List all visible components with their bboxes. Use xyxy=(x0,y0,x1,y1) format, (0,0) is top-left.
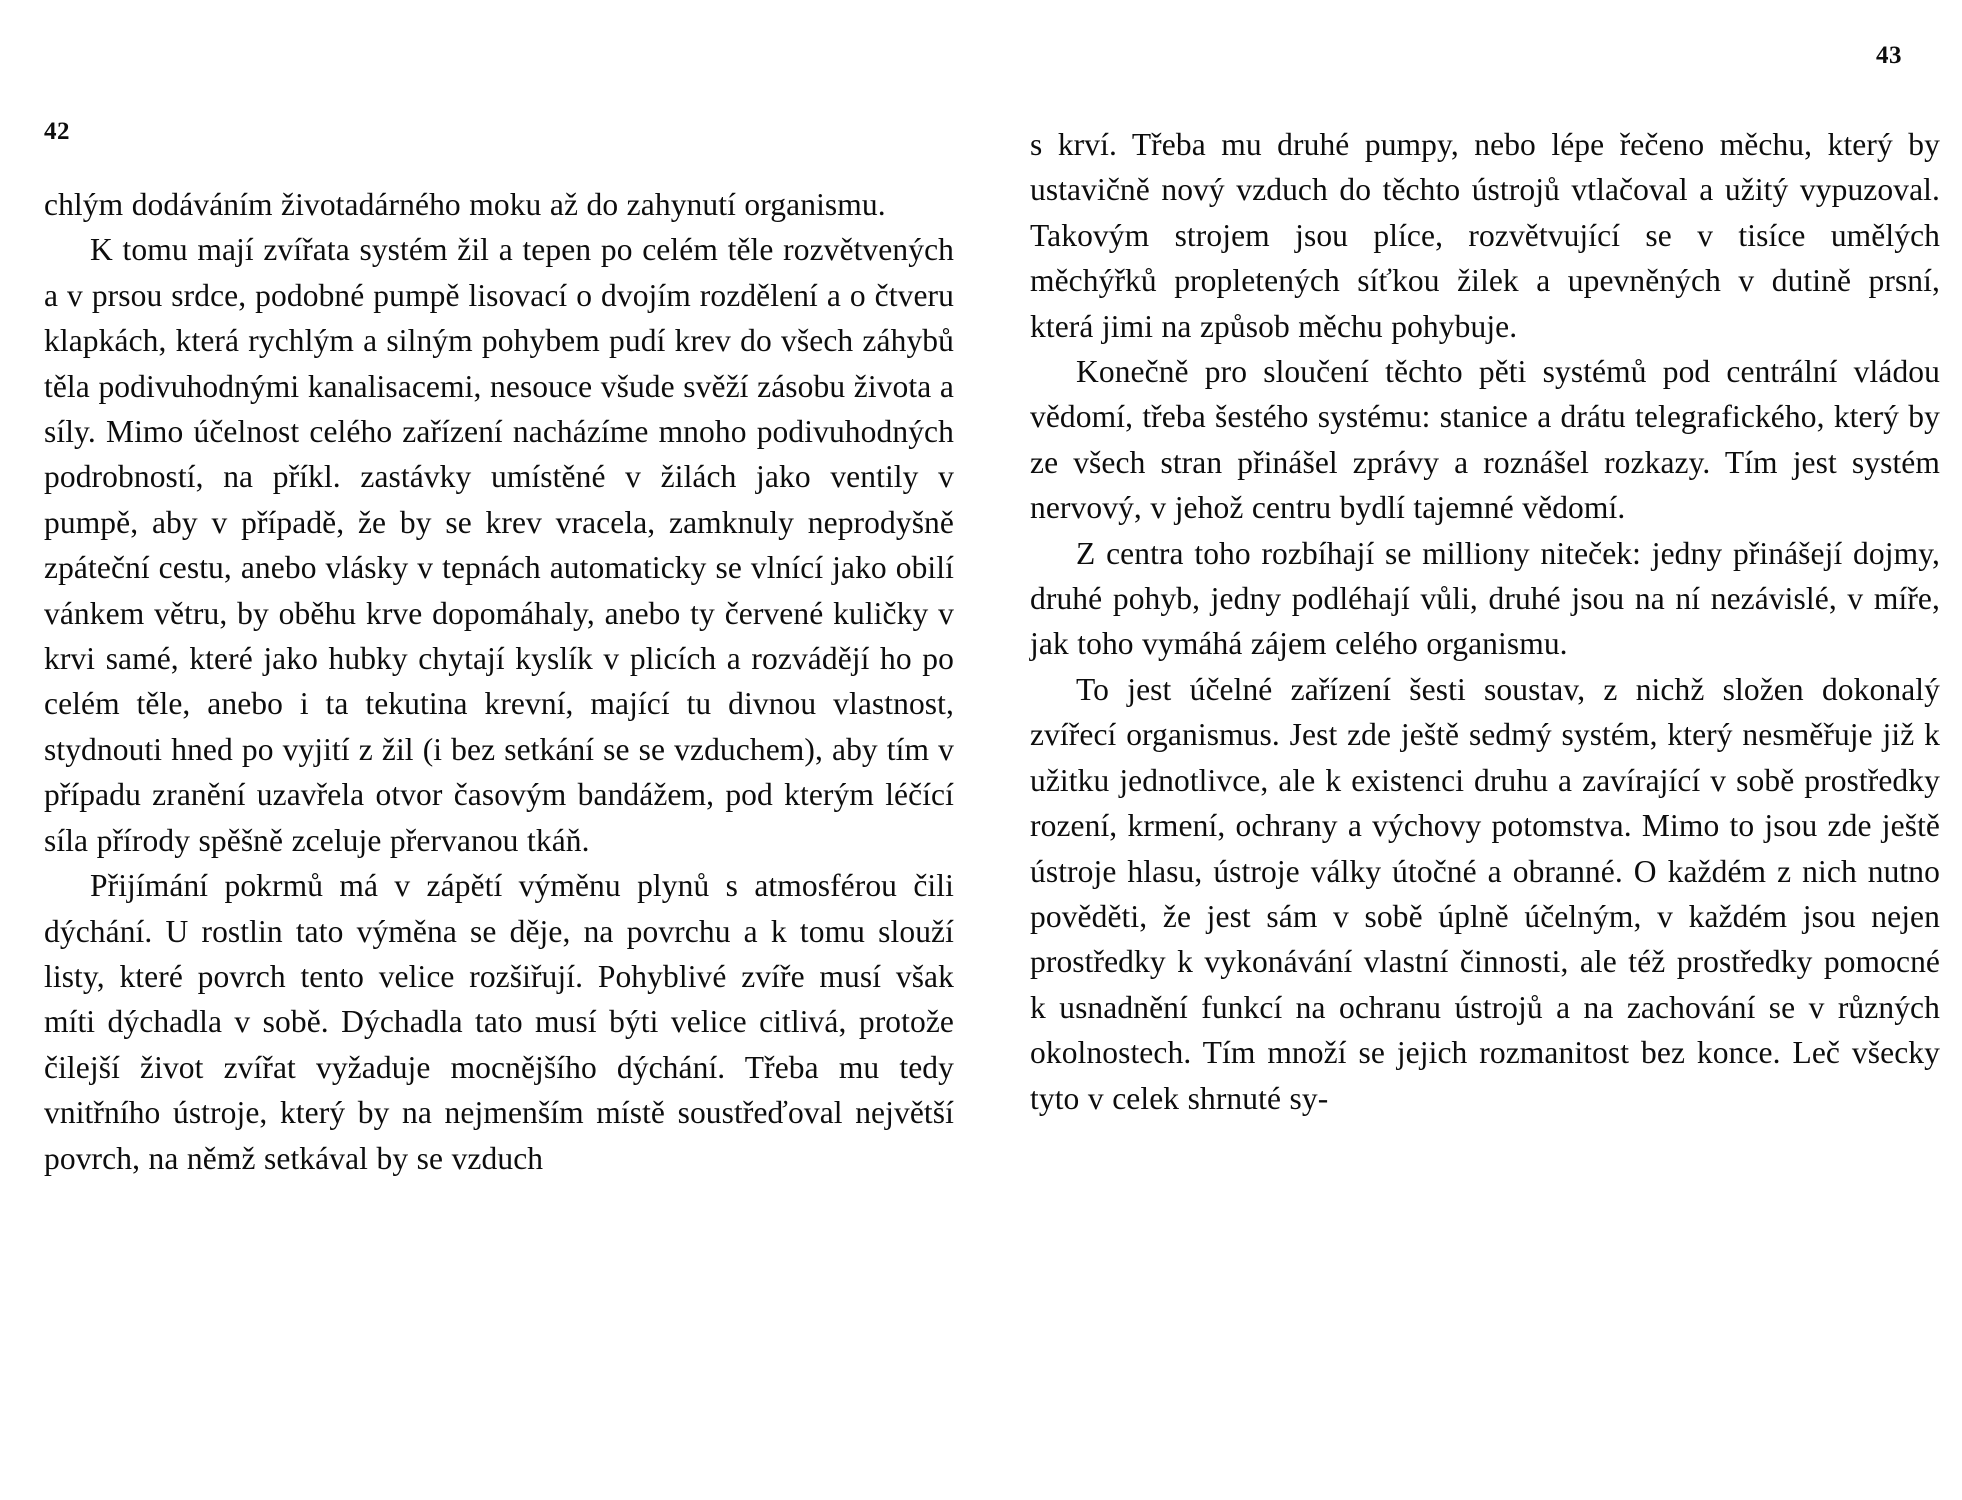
paragraph: s krví. Třeba mu druhé pumpy, nebo lépe řečeno měchu, který by ustavičně nový vzduch do těchto ústrojů vtlačoval a užitý vypuzoval. Takovým strojem jsou plíce, rozvětvující se v tisíce umělých měchýřků propletených síťkou žilek a upevněných v dutině prsní, která jimi na způsob měchu pohybuje. xyxy=(1030,127,1940,344)
paragraph: chlým dodáváním životadárného moku až do zahynutí organismu. xyxy=(44,187,886,222)
paragraph: K tomu mají zvířata systém žil a tepen po celém těle rozvětvených a v prsou srdce, podobné pumpě lisovací o dvojím rozdělení a o čtveru klapkách, která rychlým a silným pohybem pudí krev do všech záhybů těla podivuhodnými kanalisacemi, nesouce všude svěží zásobu života a síly. Mimo účelnost celého zařízení nacházíme mnoho podivuhodných podrobností, na příkl. zastávky umístěné v žilách jako ventily v pumpě, aby v případě, že by se krev vracela, zamknuly neprodyšně zpáteční cestu, anebo vlásky v tepnách automaticky se vlnící jako obilí vánkem větru, by oběhu krve dopomáhaly, anebo ty červené kuličky v krvi samé, které jako hubky chytají kyslík v plicích a rozvádějí ho po celém těle, anebo i ta tekutina krevní, mající tu divnou vlastnost, stydnouti hned po vyjití z žil (i bez setkání se se vzduchem), aby tím v případu zranění uzavřela otvor časovým bandážem, pod kterým léčící síla přírody spěšně zceluje přervanou tkáň. xyxy=(44,232,954,858)
paragraph: Z centra toho rozbíhají se milliony niteček: jedny přinášejí dojmy, druhé pohyb, jedny podléhají vůli, druhé jsou na ní nezávislé, v míře, jak toho vymáhá zájem celého organismu. xyxy=(1030,535,1940,662)
column-right xyxy=(1030,0,1940,1121)
paragraph: Konečně pro sloučení těchto pěti systémů pod centrální vládou vědomí, třeba šestého systému: stanice a drátu telegrafického, který by ze všech stran přinášel zprávy a roznášel rozkazy. Tím jest systém nervový, v jehož centru bydlí tajemné vědomí. xyxy=(1030,354,1940,526)
column-left xyxy=(44,0,954,1181)
paragraph: To jest účelné zařízení šesti soustav, z nichž složen dokonalý zvířecí organismus. Jest zde ještě sedmý systém, který nesměřuje již k užitku jednotlivce, ale k existenci druhu a zavírající v sobě prostředky rození, krmení, ochrany a výchovy potomstva. Mimo to jsou zde ještě ústroje hlasu, ústroje války útočné a obranné. O každém z nich nutno pověděti, že jest sám v sobě úplně účelným, v každém jsou nejen prostředky k vykonávání vlastní činnosti, ale též prostředky pomocné k usnadnění funkcí na ochranu ústrojů a na zachování se v různých okolnostech. Tím množí se jejich rozmanitost bez konce. Leč všecky tyto v celek shrnuté sy- xyxy=(1030,671,1940,1116)
paragraph: Přijímání pokrmů má v zápětí výměnu plynů s atmosférou čili dýchání. U rostlin tato výměna se děje, na povrchu a k tomu slouží listy, které povrch tento velice rozšiřují. Pohyblivé zvíře musí však míti dýchadla v sobě. Dýchadla tato musí býti velice citlivá, protože čilejší život zvířat vyžaduje mocnějšího dýchání. Třeba mu tedy vnitřního ústroje, který by na nejmenším místě soustřeďoval největší povrch, na němž setkával by se vzduch xyxy=(44,868,954,1176)
page-number-right: 43 xyxy=(1876,42,1902,69)
page-number-left: 42 xyxy=(44,118,70,145)
